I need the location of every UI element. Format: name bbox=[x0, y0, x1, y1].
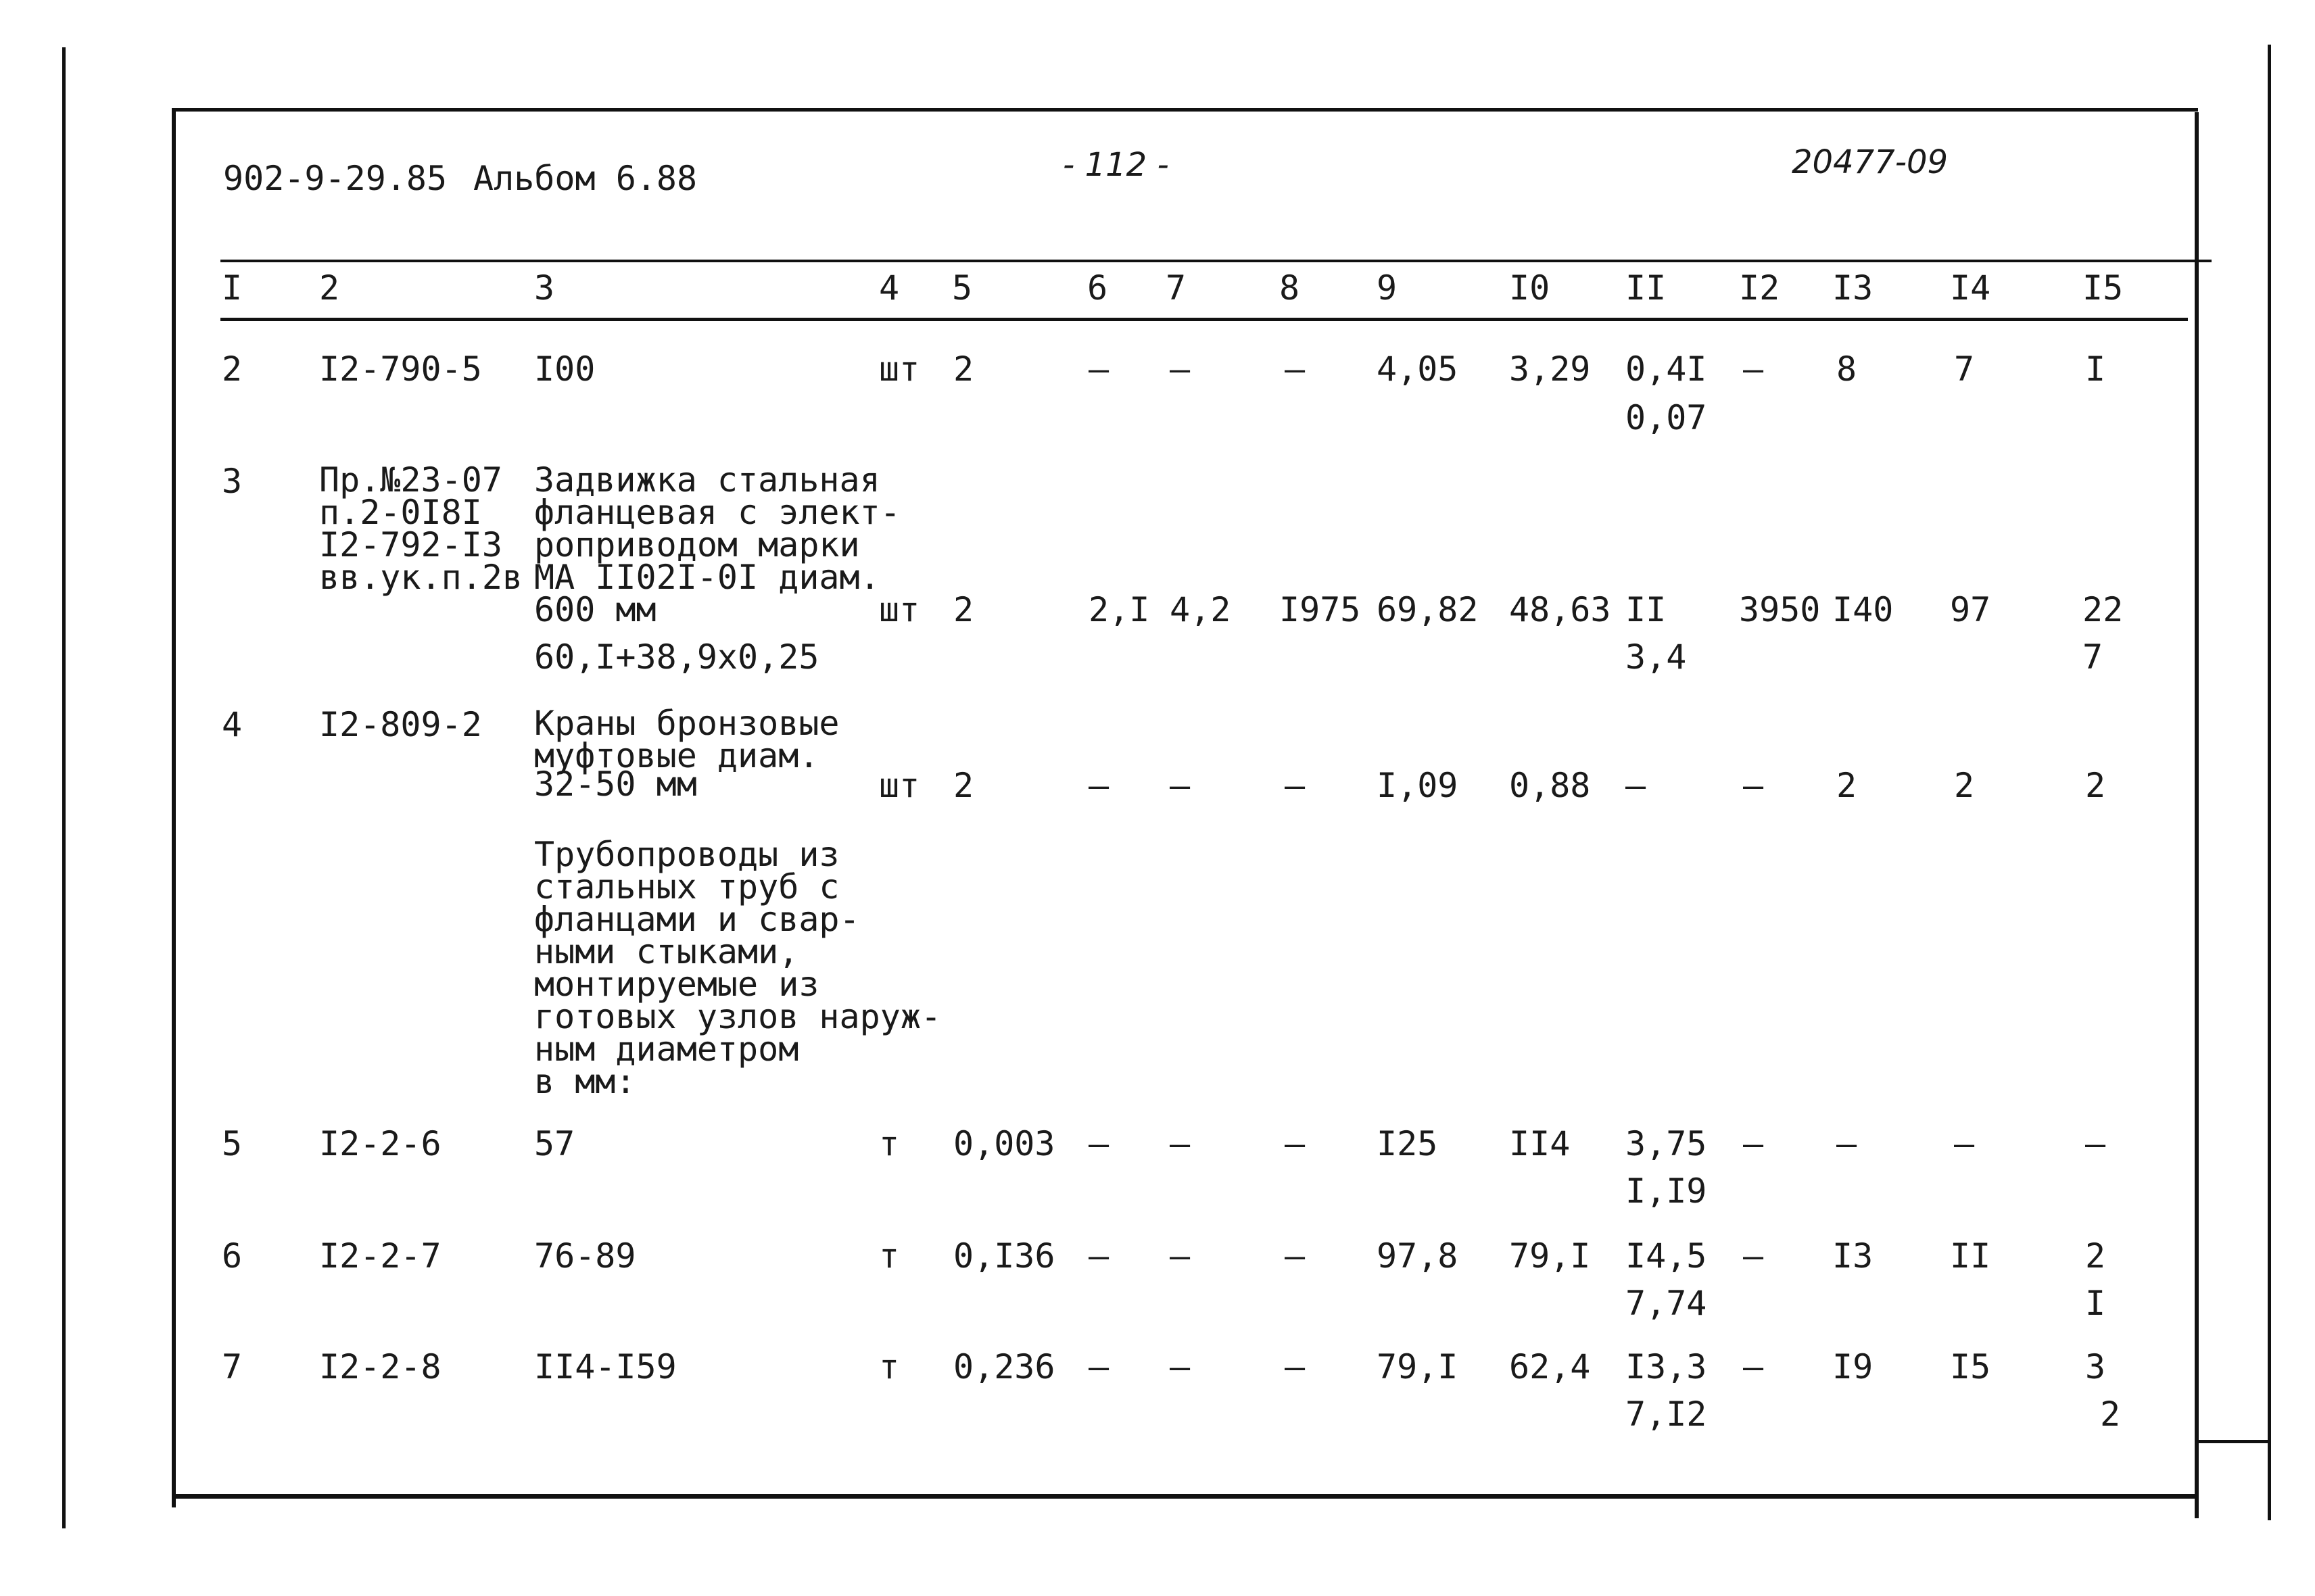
row-col6: – bbox=[1089, 1124, 1109, 1163]
section-heading-line: ными стыками, bbox=[534, 932, 799, 971]
row-col11: I4,5 bbox=[1625, 1236, 1707, 1276]
row-col8: – bbox=[1285, 1236, 1306, 1276]
row-col11: 0,4I bbox=[1625, 349, 1707, 389]
column-header: I2 bbox=[1739, 268, 1780, 308]
row-col11: I,I9 bbox=[1625, 1171, 1707, 1211]
section-heading-line: монтируемые из bbox=[534, 965, 819, 1004]
section-heading-line: фланцами и свар- bbox=[534, 900, 860, 939]
row-unit: т bbox=[879, 1347, 900, 1386]
frame-right bbox=[2195, 112, 2199, 1518]
row-col9: 4,05 bbox=[1377, 349, 1458, 389]
row-code: п.2-0I8I bbox=[319, 493, 482, 532]
row-description: I00 bbox=[534, 349, 596, 389]
row-quantity: 2 bbox=[953, 766, 974, 805]
row-description: Краны бронзовые bbox=[534, 704, 840, 743]
row-col11: 7,74 bbox=[1625, 1284, 1707, 1323]
row-col6: – bbox=[1089, 766, 1109, 805]
row-col15: I bbox=[2085, 349, 2106, 389]
row-quantity: 2 bbox=[953, 349, 974, 389]
row-code: I2-792-I3 bbox=[319, 525, 502, 564]
row-description: 600 мм bbox=[534, 590, 657, 629]
document-stamp: 20477-09 bbox=[1792, 143, 1949, 181]
row-col15: 22 bbox=[2082, 590, 2124, 629]
row-number: 7 bbox=[222, 1347, 243, 1386]
row-col12: – bbox=[1743, 766, 1764, 805]
row-col11: II bbox=[1625, 590, 1667, 629]
left-margin-line bbox=[62, 47, 66, 1528]
row-number: 4 bbox=[222, 705, 243, 744]
row-col9: I,09 bbox=[1377, 766, 1458, 805]
row-col9: 79,I bbox=[1377, 1347, 1458, 1386]
row-col11: I3,3 bbox=[1625, 1347, 1707, 1386]
frame-left bbox=[172, 108, 176, 1507]
row-col12: – bbox=[1743, 1124, 1764, 1163]
column-header: I4 bbox=[1950, 268, 1991, 308]
column-header: 5 bbox=[952, 268, 973, 308]
row-description: фланцевая с элект- bbox=[534, 493, 901, 532]
row-col8: – bbox=[1285, 766, 1306, 805]
column-header: 3 bbox=[534, 268, 555, 308]
page-number: - 112 - bbox=[1063, 146, 1169, 184]
row-col13: 8 bbox=[1836, 349, 1857, 389]
row-description: II4-I59 bbox=[534, 1347, 677, 1386]
row-col10: 79,I bbox=[1509, 1236, 1591, 1276]
row-col8: – bbox=[1285, 349, 1306, 389]
row-col13: I9 bbox=[1832, 1347, 1874, 1386]
row-description: МА II02I-0I диам. bbox=[534, 558, 880, 597]
row-col10: II4 bbox=[1509, 1124, 1571, 1163]
row-number: 6 bbox=[222, 1236, 243, 1276]
row-unit: т bbox=[879, 1236, 900, 1276]
row-col13: I40 bbox=[1832, 590, 1894, 629]
row-col14: 97 bbox=[1950, 590, 1991, 629]
row-description: 57 bbox=[534, 1124, 575, 1163]
row-col9: 97,8 bbox=[1377, 1236, 1458, 1276]
row-col8: – bbox=[1285, 1347, 1306, 1386]
row-col7: 4,2 bbox=[1170, 590, 1231, 629]
row-unit: шт bbox=[879, 349, 920, 389]
row-quantity: 0,003 bbox=[953, 1124, 1055, 1163]
frame-top bbox=[172, 108, 2198, 112]
row-col6: – bbox=[1089, 1236, 1109, 1276]
row-col12: – bbox=[1743, 1236, 1764, 1276]
section-heading-line: в мм: bbox=[534, 1062, 636, 1101]
section-heading-line: Трубопроводы из bbox=[534, 835, 840, 874]
row-col6: 2,I bbox=[1089, 590, 1150, 629]
section-heading-line: ным диаметром bbox=[534, 1030, 799, 1069]
row-col14: 2 bbox=[1954, 766, 1975, 805]
row-col10: 3,29 bbox=[1509, 349, 1591, 389]
column-header: 8 bbox=[1279, 268, 1300, 308]
row-col14: II bbox=[1950, 1236, 1991, 1276]
doc-code: 902-9-29.85 bbox=[223, 159, 448, 198]
row-col15: 2 bbox=[2085, 1236, 2106, 1276]
row-code: I2-2-7 bbox=[319, 1236, 441, 1276]
row-col7: – bbox=[1170, 1347, 1191, 1386]
row-code: вв.ук.п.2в bbox=[319, 558, 523, 597]
row-description: Задвижка стальная bbox=[534, 460, 880, 500]
row-col7: – bbox=[1170, 349, 1191, 389]
column-header: II bbox=[1625, 268, 1667, 308]
column-header-rule-top bbox=[220, 260, 2212, 262]
row-col9: I25 bbox=[1377, 1124, 1438, 1163]
row-code: I2-809-2 bbox=[319, 705, 482, 744]
row-code: I2-790-5 bbox=[319, 349, 482, 389]
right-margin-line bbox=[2268, 45, 2271, 1520]
column-header: 6 bbox=[1087, 268, 1108, 308]
row-number: 5 bbox=[222, 1124, 243, 1163]
row-unit: шт bbox=[879, 766, 920, 805]
row-col9: 69,82 bbox=[1377, 590, 1479, 629]
row-col13: 2 bbox=[1836, 766, 1857, 805]
row-col11: 3,75 bbox=[1625, 1124, 1707, 1163]
column-header: I bbox=[222, 268, 243, 308]
row-col15: 2 bbox=[2085, 766, 2106, 805]
column-header: I3 bbox=[1832, 268, 1874, 308]
row-col7: – bbox=[1170, 1124, 1191, 1163]
row-col15: I bbox=[2085, 1284, 2106, 1323]
column-header: 4 bbox=[879, 268, 900, 308]
column-header: I5 bbox=[2082, 268, 2124, 308]
row-code: Пр.№23-07 bbox=[319, 460, 502, 500]
row-unit: шт bbox=[879, 590, 920, 629]
row-col11: 7,I2 bbox=[1625, 1395, 1707, 1434]
row-col6: – bbox=[1089, 1347, 1109, 1386]
row-code: I2-2-8 bbox=[319, 1347, 441, 1386]
row-col10: 62,4 bbox=[1509, 1347, 1591, 1386]
row-col11: 0,07 bbox=[1625, 398, 1707, 437]
row-col6: – bbox=[1089, 349, 1109, 389]
row-col14: – bbox=[1954, 1124, 1975, 1163]
row-description: роприводом марки bbox=[534, 525, 860, 564]
column-header: I0 bbox=[1509, 268, 1550, 308]
row-col11: 3,4 bbox=[1625, 637, 1687, 677]
column-header-rule-bottom bbox=[220, 318, 2188, 321]
row-col12: – bbox=[1743, 349, 1764, 389]
row-quantity: 0,236 bbox=[953, 1347, 1055, 1386]
row-col15: – bbox=[2085, 1124, 2106, 1163]
row-col11: – bbox=[1625, 766, 1646, 805]
row-col15: 3 bbox=[2085, 1347, 2106, 1386]
row-col7: – bbox=[1170, 1236, 1191, 1276]
row-col13: – bbox=[1836, 1124, 1857, 1163]
row-description: 32-50 мм bbox=[534, 765, 697, 804]
column-header: 7 bbox=[1166, 268, 1187, 308]
row-col14: 7 bbox=[1954, 349, 1975, 389]
row-number: 2 bbox=[222, 349, 243, 389]
row-col15: 2 bbox=[2100, 1395, 2121, 1434]
album-label: Альбом 6.88 bbox=[473, 159, 698, 198]
row-description: 60,I+38,9х0,25 bbox=[534, 637, 819, 677]
row-col15: 7 bbox=[2082, 637, 2103, 677]
row-quantity: 2 bbox=[953, 590, 974, 629]
row-col12: – bbox=[1743, 1347, 1764, 1386]
column-header: 9 bbox=[1377, 268, 1398, 308]
row-quantity: 0,I36 bbox=[953, 1236, 1055, 1276]
row-col12: 3950 bbox=[1739, 590, 1821, 629]
side-tick bbox=[2199, 1440, 2269, 1443]
row-col10: 0,88 bbox=[1509, 766, 1591, 805]
row-description: 76-89 bbox=[534, 1236, 636, 1276]
row-col7: – bbox=[1170, 766, 1191, 805]
row-col10: 48,63 bbox=[1509, 590, 1611, 629]
section-heading-line: стальных труб с bbox=[534, 867, 840, 906]
column-header: 2 bbox=[319, 268, 340, 308]
row-description: муфтовые диам. bbox=[534, 736, 819, 775]
section-heading-line: готовых узлов наруж- bbox=[534, 997, 942, 1036]
row-col13: I3 bbox=[1832, 1236, 1874, 1276]
row-code: I2-2-6 bbox=[319, 1124, 441, 1163]
row-col8: – bbox=[1285, 1124, 1306, 1163]
frame-bottom bbox=[173, 1494, 2199, 1499]
row-unit: т bbox=[879, 1124, 900, 1163]
row-number: 3 bbox=[222, 462, 243, 501]
row-col8: I975 bbox=[1279, 590, 1361, 629]
row-col14: I5 bbox=[1950, 1347, 1991, 1386]
